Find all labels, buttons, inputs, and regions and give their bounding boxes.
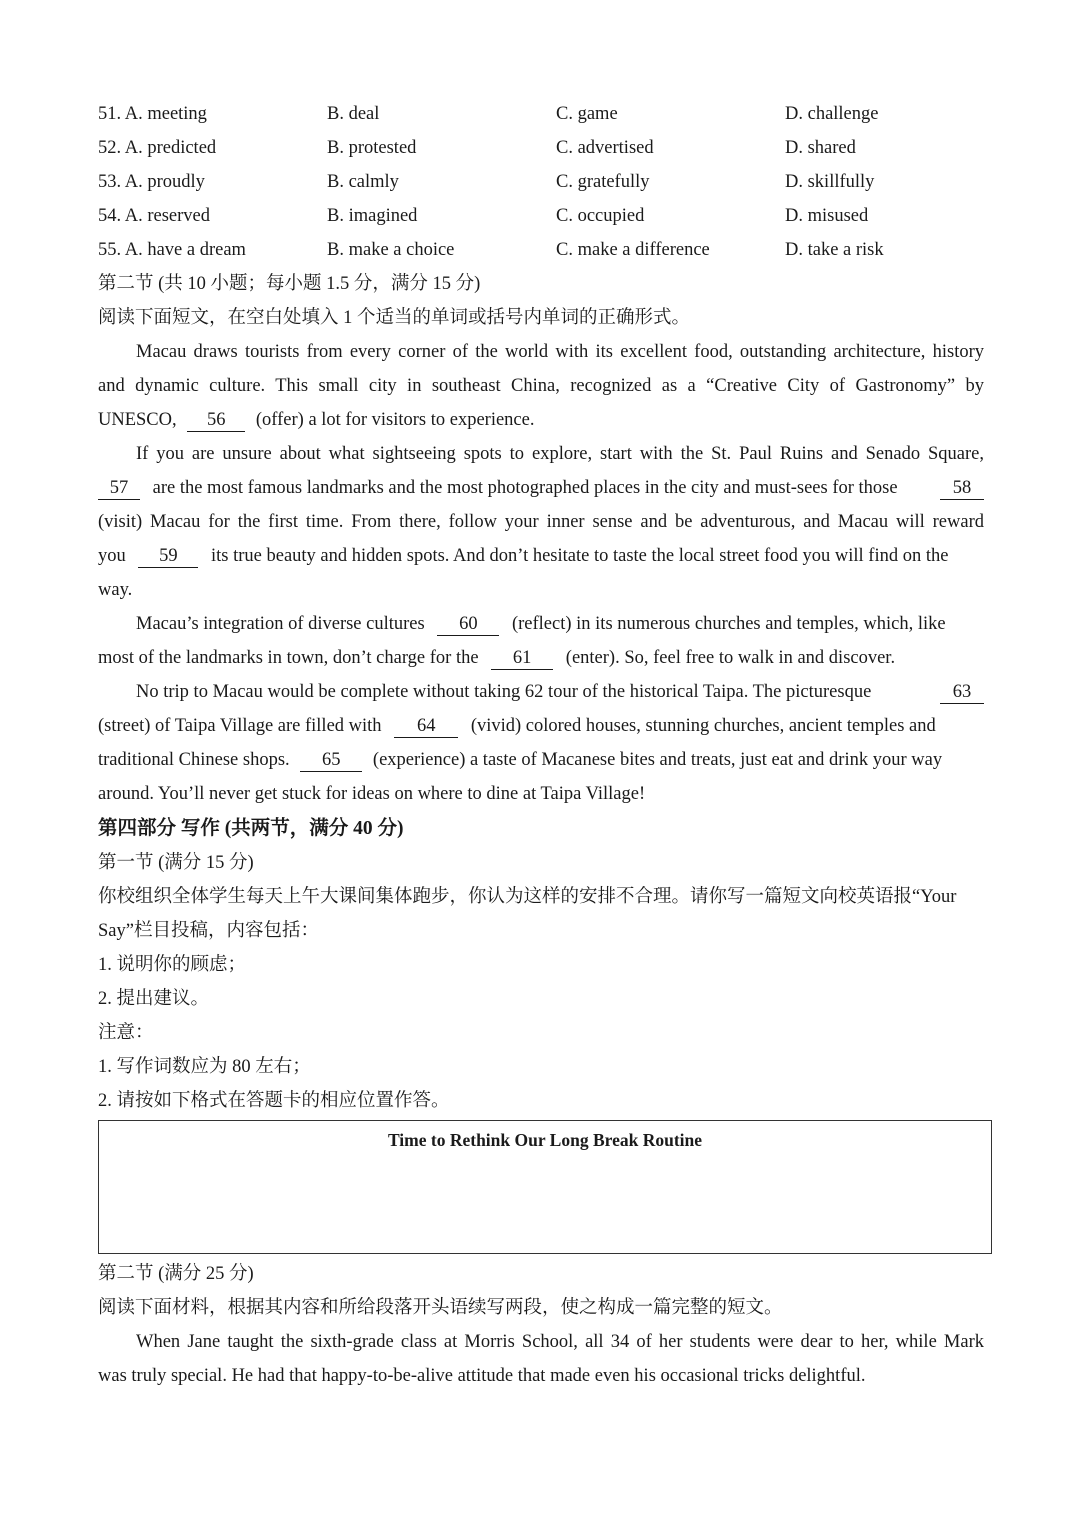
note-item: 2. 请按如下格式在答题卡的相应位置作答。 [98,1091,450,1111]
option-row-51 [98,99,998,129]
option-b: B. calmly [327,172,399,192]
blank-58[interactable]: 58 [940,477,984,500]
text-fragment: (reflect) in its numerous churches and temples, which, like [511,614,946,634]
option-d: D. take a risk [785,240,884,260]
option-d: D. shared [785,138,856,158]
passage-line: Macau draws tourists from every corner of the world with its excellent food, outstanding architecture, history [136,342,984,362]
option-row-53 [98,167,998,197]
text-fragment: UNESCO, [98,410,177,430]
blank-61[interactable]: 61 [491,647,553,670]
option-a: 51. A. meeting [98,104,207,124]
text-fragment: Macau’s integration of diverse cultures [136,614,425,634]
essay-title: Time to Rethink Our Long Break Routine [387,1130,703,1150]
text-fragment: its true beauty and hidden spots. And don’t hesitate to taste the local street food you will find on the [211,546,949,566]
option-b: B. deal [327,104,380,124]
section-instruction: 阅读下面材料，根据其内容和所给段落开头语续写两段，使之构成一篇完整的短文。 [98,1298,783,1318]
passage-line [136,609,984,639]
passage-line [98,745,984,775]
story-line: was truly special. He had that happy-to-be-alive attitude that made even his occasional tricks delightful. [98,1366,866,1386]
blank-56[interactable]: 56 [187,409,245,432]
section-heading: 第二节 (满分 25 分) [98,1264,254,1284]
passage-line [98,643,984,673]
text-fragment: (street) of Taipa Village are filled with [98,716,382,736]
text-fragment: (experience) a taste of Macanese bites and treats, just eat and drink your way [372,750,943,770]
option-b: B. imagined [327,206,418,226]
option-row-54 [98,201,998,231]
essay-answer-box[interactable] [98,1120,992,1254]
text-fragment: (vivid) colored houses, stunning churches, ancient temples and [470,716,936,736]
option-c: C. gratefully [556,172,650,192]
blank-63[interactable]: 63 [940,681,984,704]
blank-59[interactable]: 59 [138,545,198,568]
option-a: 55. A. have a dream [98,240,246,260]
section-heading: 第二节 (共 10 小题；每小题 1.5 分，满分 15 分) [98,274,481,294]
option-row-52 [98,133,998,163]
prompt-item: 1. 说明你的顾虑； [98,955,247,975]
blank-65[interactable]: 65 [300,749,362,772]
option-c: C. advertised [556,138,654,158]
option-b: B. make a choice [327,240,455,260]
option-a: 53. A. proudly [98,172,205,192]
blank-57[interactable]: 57 [98,477,140,500]
note-item: 1. 写作词数应为 80 左右； [98,1057,311,1077]
text-fragment: (enter). So, feel free to walk in and discover. [565,648,896,668]
option-row-55 [98,235,998,265]
option-a: 52. A. predicted [98,138,217,158]
passage-line [98,473,984,503]
option-c: C. make a difference [556,240,710,260]
passage-line: way. [98,580,133,600]
blank-60[interactable]: 60 [437,613,499,636]
passage-line [136,677,984,707]
passage-line [98,405,984,435]
option-a: 54. A. reserved [98,206,210,226]
blank-64[interactable]: 64 [394,715,458,738]
section-instruction: 阅读下面短文，在空白处填入 1 个适当的单词或括号内单词的正确形式。 [98,308,691,328]
section-heading: 第一节 (满分 15 分) [98,853,254,873]
passage-line: and dynamic culture. This small city in southeast China, recognized as a “Creative City of Gastronomy” by [98,376,984,396]
option-d: D. challenge [785,104,879,124]
text-fragment: are the most famous landmarks and the most photographed places in the city and must-sees for those [152,478,898,498]
option-d: D. misused [785,206,869,226]
passage-line: (visit) Macau for the first time. From there, follow your inner sense and be adventurous, and Macau will reward [98,512,984,532]
story-line: When Jane taught the sixth-grade class at Morris School, all 34 of her students were dear to her, while Mark [136,1332,984,1352]
note-heading: 注意： [98,1023,154,1043]
part-heading: 第四部分 写作 (共两节，满分 40 分) [98,818,404,839]
option-c: C. game [556,104,618,124]
text-fragment: No trip to Macau would be complete without taking 62 tour of the historical Taipa. The picturesque [136,682,872,702]
prompt-item: 2. 提出建议。 [98,989,210,1009]
option-b: B. protested [327,138,417,158]
passage-line [98,541,984,571]
text-fragment: (offer) a lot for visitors to experience. [255,410,535,430]
writing-prompt: 你校组织全体学生每天上午大课间集体跑步，你认为这样的安排不合理。请你写一篇短文向校英语报“Your [98,887,957,907]
option-c: C. occupied [556,206,645,226]
passage-line: around. You’ll never get stuck for ideas on where to dine at Taipa Village! [98,784,646,804]
passage-line: If you are unsure about what sightseeing spots to explore, start with the St. Paul Ruins and Senado Square, [136,444,984,464]
text-fragment: you [98,546,126,566]
passage-line [98,711,984,741]
writing-prompt: Say”栏目投稿，内容包括： [98,921,319,941]
text-fragment: traditional Chinese shops. [98,750,290,770]
text-fragment: most of the landmarks in town, don’t charge for the [98,648,479,668]
option-d: D. skillfully [785,172,875,192]
